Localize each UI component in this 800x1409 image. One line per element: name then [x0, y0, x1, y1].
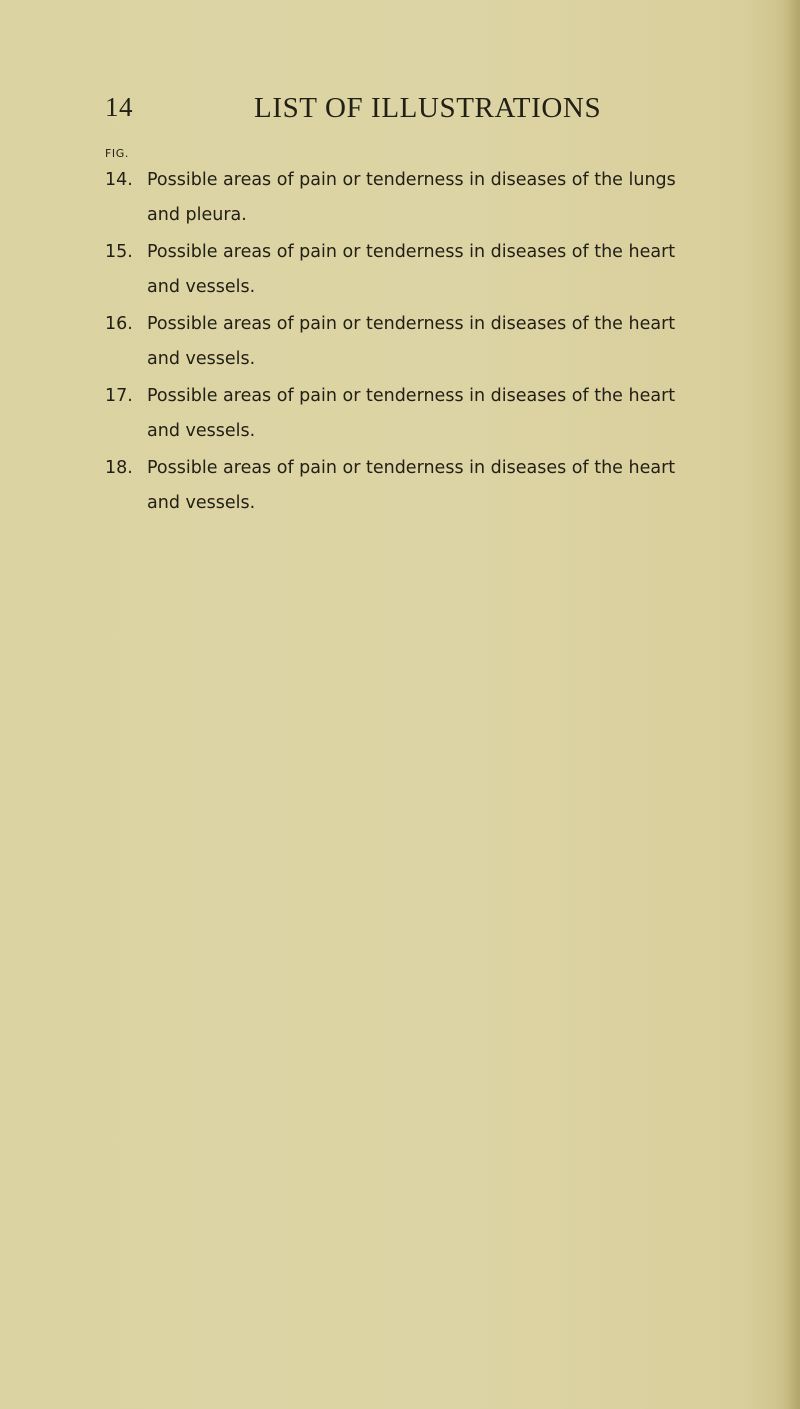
page-title: LIST OF ILLUSTRATIONS	[254, 92, 602, 124]
figure-caption: Possible areas of pain or tenderness in diseases of the heart and vessels.	[147, 242, 676, 297]
figure-caption: Possible areas of pain or tenderness in diseases of the heart and vessels.	[147, 458, 676, 513]
figure-caption: Possible areas of pain or tenderness in diseases of the heart and vessels.	[147, 314, 676, 369]
figure-caption: Possible areas of pain or tenderness in diseases of the lungs and pleura.	[147, 170, 676, 225]
figure-number: 18.	[105, 458, 133, 478]
figure-caption: Possible areas of pain or tenderness in diseases of the heart and vessels.	[147, 386, 676, 441]
running-head	[0, 92, 800, 128]
fig-column-label: FIG.	[105, 147, 129, 160]
page-edge-shadow	[786, 0, 800, 1409]
list-item	[105, 167, 705, 239]
list-item	[105, 383, 705, 455]
list-item	[105, 455, 705, 527]
figure-number: 17.	[105, 386, 133, 406]
illustration-list	[105, 167, 705, 527]
figure-number: 16.	[105, 314, 133, 334]
figure-number: 15.	[105, 242, 133, 262]
list-item	[105, 239, 705, 311]
figure-number: 14.	[105, 170, 133, 190]
list-item	[105, 311, 705, 383]
page-number: 14	[105, 92, 133, 122]
